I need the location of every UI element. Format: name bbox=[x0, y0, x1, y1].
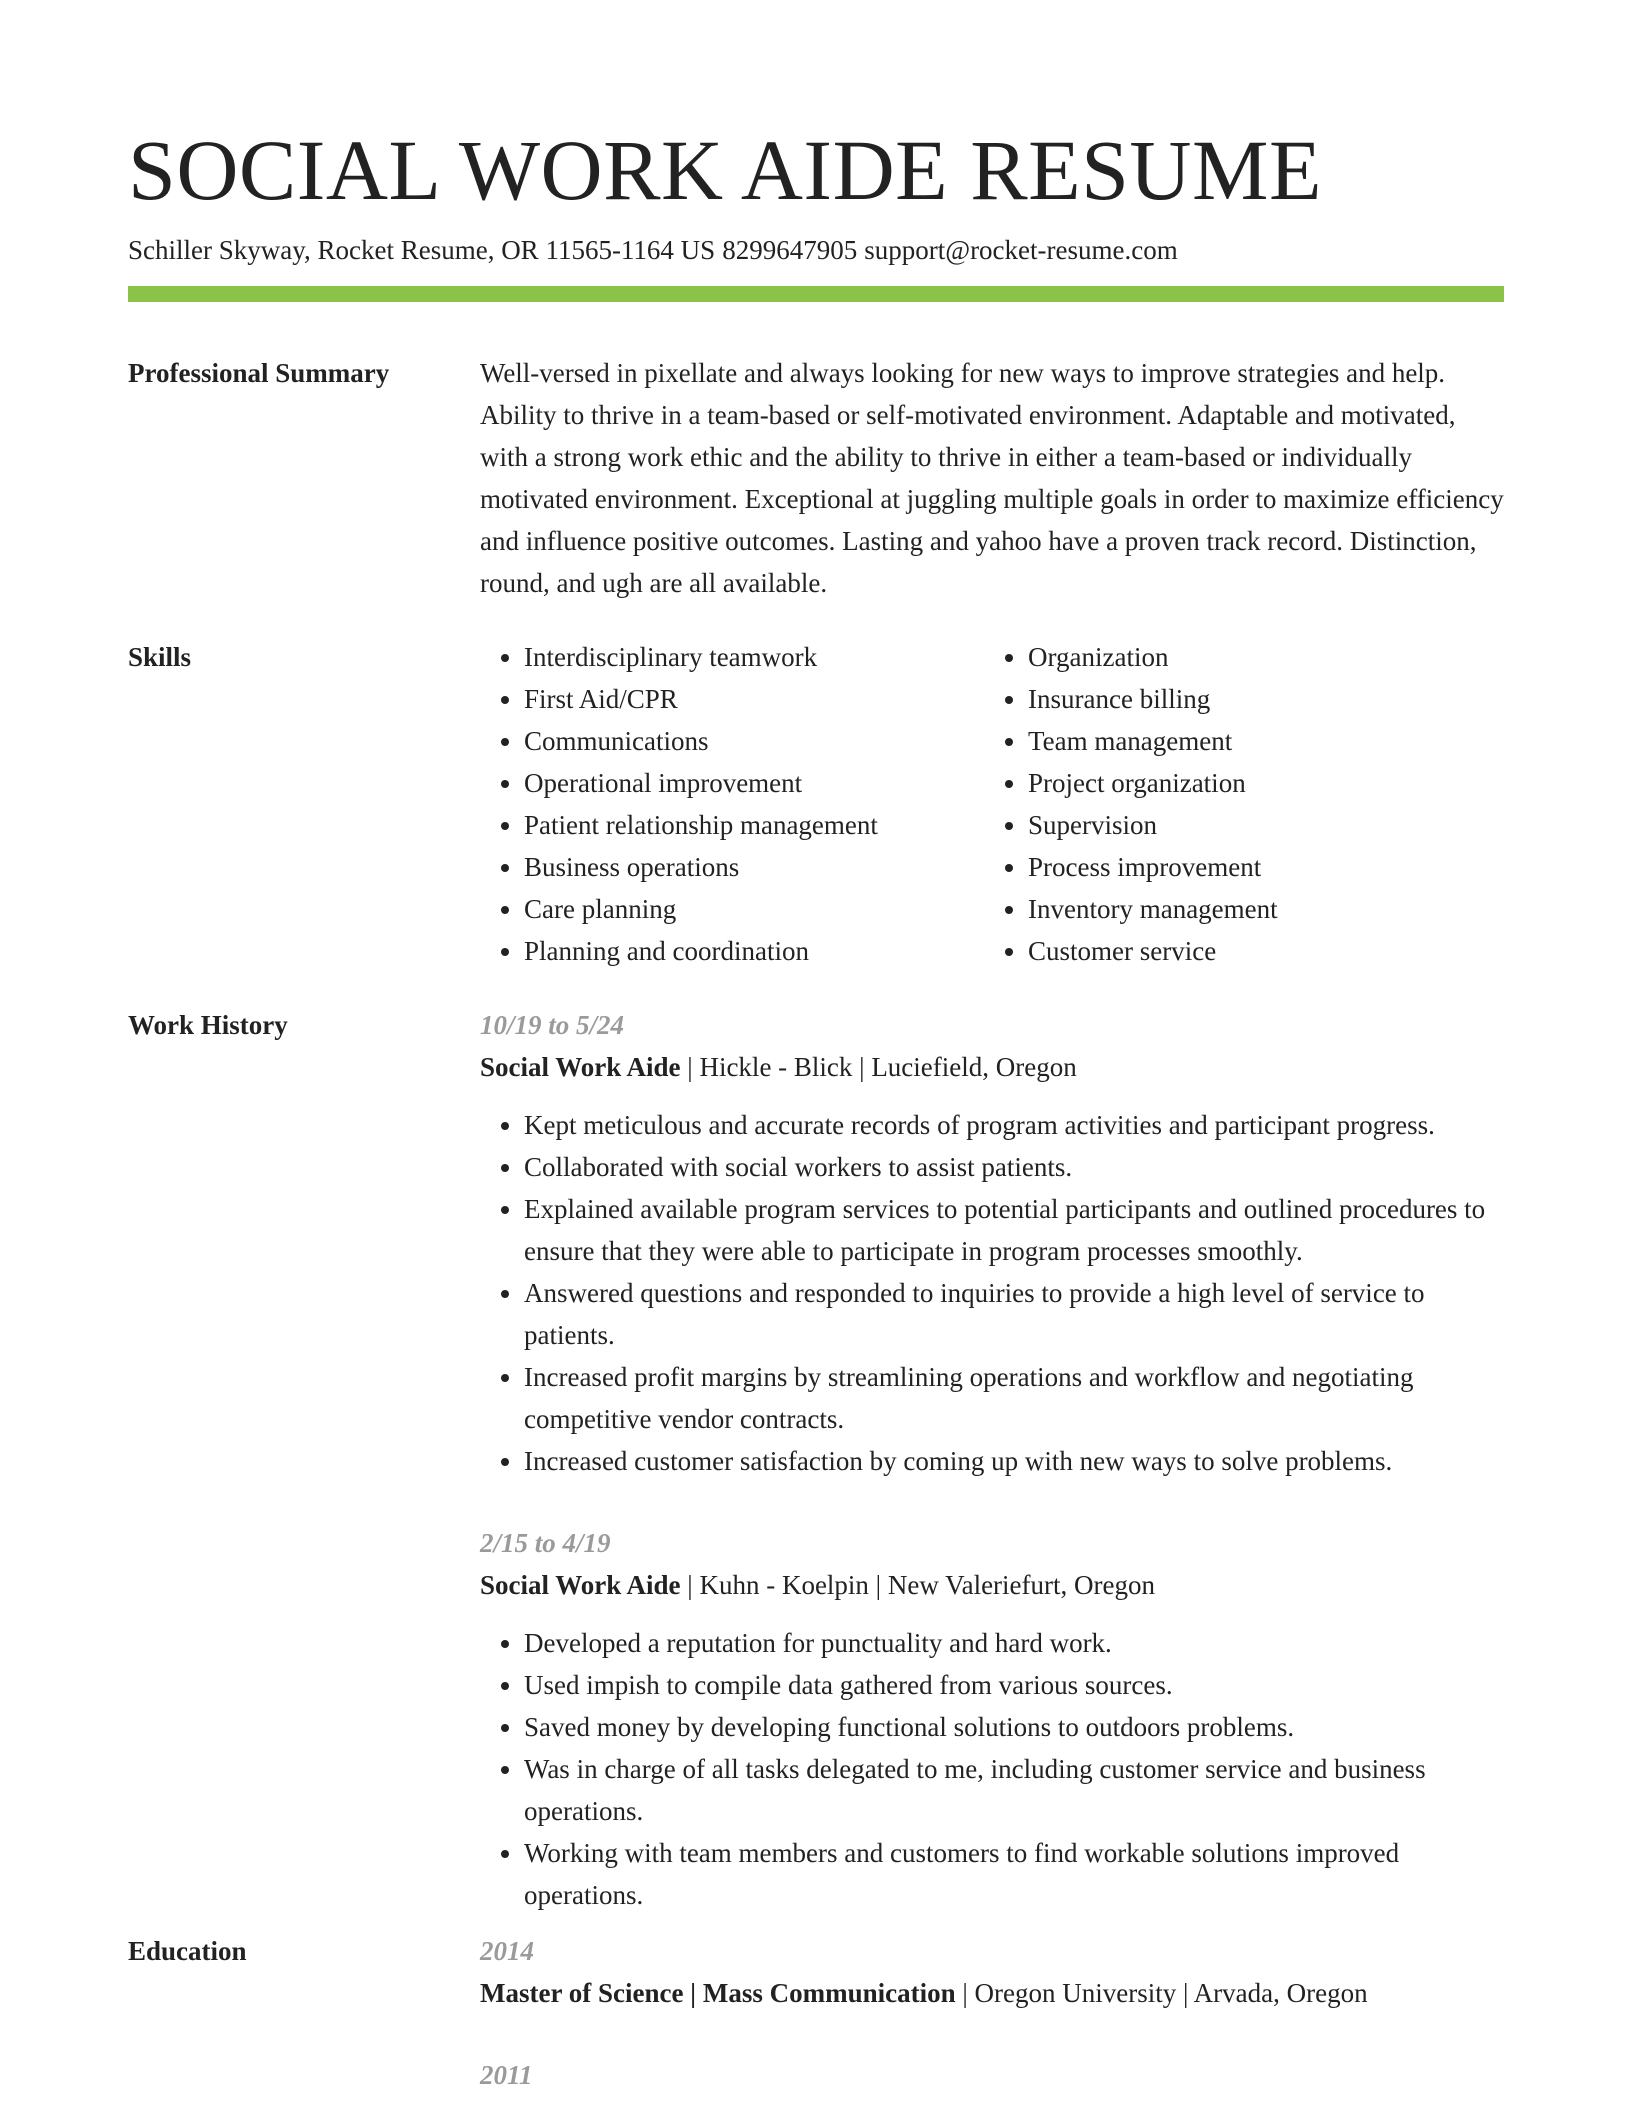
job-bullet: • Saved money by developing functional solutions to outdoors problems. bbox=[524, 1706, 1504, 1748]
job-bullet: • Used impish to compile data gathered from various sources. bbox=[524, 1664, 1504, 1706]
skills-section bbox=[128, 636, 1504, 972]
skill-item: • Project organization bbox=[1028, 762, 1488, 804]
skill-item: • Interdisciplinary teamwork bbox=[524, 636, 984, 678]
job-bullet: • Collaborated with social workers to assist patients. bbox=[524, 1146, 1504, 1188]
resume-page bbox=[128, 120, 1504, 2096]
skill-item: • Operational improvement bbox=[524, 762, 984, 804]
resume-title: SOCIAL WORK AIDE RESUME bbox=[128, 122, 1323, 218]
job-title: Social Work Aide bbox=[480, 1052, 681, 1082]
job-bullet: • Developed a reputation for punctuality and hard work. bbox=[524, 1622, 1504, 1664]
skill-item: • First Aid/CPR bbox=[524, 678, 984, 720]
job-bullet: • Working with team members and customers to find workable solutions improved operations. bbox=[524, 1832, 1504, 1916]
education-entry bbox=[480, 1930, 1504, 2014]
job-title: Social Work Aide bbox=[480, 1570, 681, 1600]
job-dates: 10/19 to 5/24 bbox=[480, 1010, 625, 1040]
job-bullet: • Was in charge of all tasks delegated to me, including customer service and business operations. bbox=[524, 1748, 1504, 1832]
contact-email: support@rocket-resume.com bbox=[864, 235, 1178, 265]
job-bullet: • Increased profit margins by streamlining operations and workflow and negotiating competitive vendor contracts. bbox=[524, 1356, 1504, 1440]
job-bullet: • Explained available program services to potential participants and outlined procedures to ensure that they were able to participate in program processes smoothly. bbox=[524, 1188, 1504, 1272]
skill-item: • Process improvement bbox=[1028, 846, 1488, 888]
skill-item: • Communications bbox=[524, 720, 984, 762]
skill-item: • Care planning bbox=[524, 888, 984, 930]
skill-item: • Organization bbox=[1028, 636, 1488, 678]
education-degree: Master of Science | Mass Communication bbox=[480, 1978, 956, 2008]
contact-address: Schiller Skyway, Rocket Resume, OR 11565-1164 US bbox=[128, 235, 716, 265]
skill-item: • Team management bbox=[1028, 720, 1488, 762]
job-title-line bbox=[480, 1046, 1504, 1088]
skill-item: • Business operations bbox=[524, 846, 984, 888]
skill-item: • Customer service bbox=[1028, 930, 1488, 972]
education-degree-line bbox=[480, 1972, 1504, 2014]
summary-section bbox=[128, 352, 1504, 604]
education-year: 2011 bbox=[480, 2060, 533, 2090]
summary-label: Professional Summary bbox=[128, 358, 390, 388]
skill-item: • Patient relationship management bbox=[524, 804, 984, 846]
contact-line bbox=[128, 232, 1504, 268]
work-history-section bbox=[128, 1004, 1504, 1916]
skill-item: • Inventory management bbox=[1028, 888, 1488, 930]
job-entry bbox=[480, 1004, 1504, 1482]
education-entry bbox=[480, 2054, 1504, 2096]
job-title-line bbox=[480, 1564, 1504, 1606]
summary-text: Well-versed in pixellate and always looking for new ways to improve strategies and help. Ability to thrive in a team-based or self-motivated environment. Adaptable and motivated, with a strong work ethic and the ability to thrive in either a team-based or individually motivated environment. Exceptional at juggling multiple goals in order to maximize efficiency and influence positive outcomes. Lasting and yahoo have a proven track record. Distinction, round, and ugh are all available. bbox=[480, 358, 1504, 598]
job-details: | Hickle - Blick | Luciefield, Oregon bbox=[680, 1052, 1077, 1082]
education-year: 2014 bbox=[480, 1936, 534, 1966]
job-bullets bbox=[480, 1104, 1504, 1482]
skills-list-right bbox=[984, 636, 1488, 972]
skill-item: • Supervision bbox=[1028, 804, 1488, 846]
skills-label: Skills bbox=[128, 642, 192, 672]
skill-item: • Insurance billing bbox=[1028, 678, 1488, 720]
skills-list-left bbox=[480, 636, 984, 972]
skill-item: • Planning and coordination bbox=[524, 930, 984, 972]
header-divider bbox=[128, 286, 1504, 302]
job-dates: 2/15 to 4/19 bbox=[480, 1528, 611, 1558]
education-details: | Oregon University | Arvada, Oregon bbox=[955, 1978, 1368, 2008]
work-history-label: Work History bbox=[128, 1010, 288, 1040]
job-bullet: • Increased customer satisfaction by coming up with new ways to solve problems. bbox=[524, 1440, 1504, 1482]
job-entry bbox=[480, 1522, 1504, 1916]
education-section bbox=[128, 1930, 1504, 2096]
contact-phone: 8299647905 bbox=[722, 235, 858, 265]
job-bullet: • Kept meticulous and accurate records of program activities and participant progress. bbox=[524, 1104, 1504, 1146]
job-bullets bbox=[480, 1622, 1504, 1916]
job-bullet: • Answered questions and responded to inquiries to provide a high level of service to patients. bbox=[524, 1272, 1504, 1356]
education-label: Education bbox=[128, 1936, 247, 1966]
job-details: | Kuhn - Koelpin | New Valeriefurt, Oregon bbox=[680, 1570, 1155, 1600]
